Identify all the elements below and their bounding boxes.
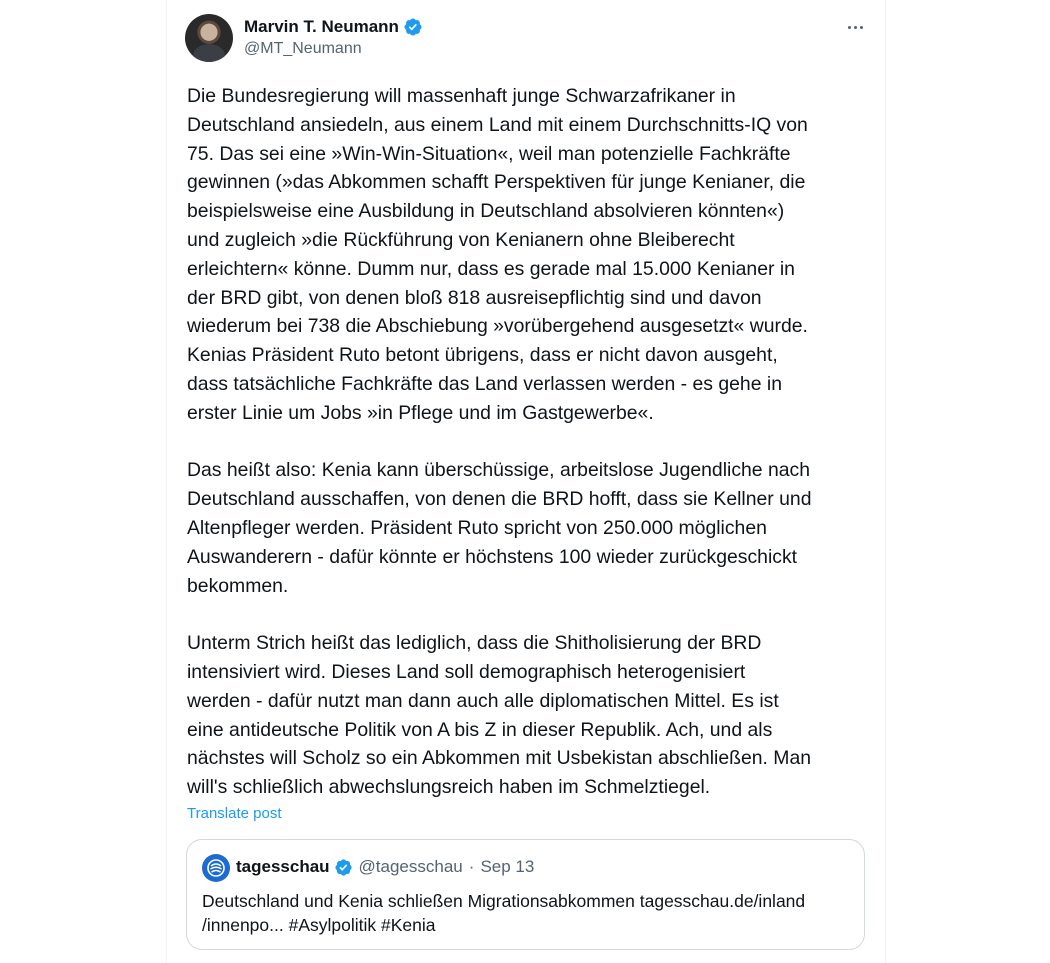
quoted-name[interactable]: tagesschau xyxy=(236,857,330,876)
more-options-icon[interactable] xyxy=(840,14,870,40)
quoted-avatar[interactable] xyxy=(202,854,230,882)
tweet-paragraph-3: Unterm Strich heißt das lediglich, dass die Shitholisierung der BRD intensiviert wird. Dieses Land soll demographisch heterogenisiert werden - dafür nutzt man dann auch alle diplomatischen Mittel. Es ist eine antideutsche Politik von A bis Z in dieser Republik. Ach, und als nächstes will Scholz so ein Abkommen mit Usbekistan abschließen. Man will's schließlich abwechslungsreich haben im Schmelztiegel. xyxy=(187,632,812,799)
tagesschau-logo-icon xyxy=(206,858,226,878)
author-name[interactable]: Marvin T. Neumann xyxy=(244,17,399,36)
translate-post-link[interactable]: Translate post xyxy=(187,805,282,822)
author-handle[interactable]: @MT_Neumann xyxy=(244,40,362,57)
quoted-post[interactable] xyxy=(186,839,865,950)
tweet-paragraph-1: Die Bundesregierung will massenhaft junge Schwarzafrikaner in Deutschland ansiedeln, aus einem Land mit einem Durchschnitts-IQ von 75. Das sei eine »Win-Win-Situation«, weil man potenzielle Fachkräfte gewinnen (»das Abkommen schafft Perspektiven für junge Kenianer, die beispielsweise eine Ausbildung in Deutschland absolvieren könnten«) und zugleich »die Rückführung von Kenianern ohne Bleiberecht erleichtern« könne. Dumm nur, dass es gerade mal 15.000 Kenianer in der BRD gibt, von denen bloß 818 ausreisepflichtig sind und davon wiederum bei 738 die Abschiebung »vorübergehend ausgesetzt« wurde. Kenias Präsident Ruto betont übrigens, dass er nicht davon ausgeht, dass tatsächliche Fachkräfte das Land verlassen werden - es gehe in erster Linie um Jobs »in Pflege und im Gastgewerbe«. xyxy=(187,85,808,424)
author-avatar[interactable] xyxy=(185,14,233,62)
quoted-handle[interactable]: @tagesschau xyxy=(358,857,463,876)
verified-badge-icon xyxy=(403,17,423,37)
tweet-paragraph-2: Das heißt also: Kenia kann überschüssige, arbeitslose Jugendliche nach Deutschland ausschaffen, von denen die BRD hofft, dass sie Kellner und Altenpfleger werden. Präsident Ruto spricht von 250.000 möglichen Auswanderern - dafür könnte er höchstens 100 wieder zurückgeschickt bekommen. xyxy=(187,459,812,597)
quoted-header xyxy=(236,857,534,877)
quoted-text xyxy=(202,889,852,937)
quoted-text-content: Deutschland und Kenia schließen Migrationsabkommen tagesschau.de/inland /innenpo... #Asylpolitik #Kenia xyxy=(202,891,806,935)
tweet-text xyxy=(187,82,877,802)
quoted-date[interactable]: Sep 13 xyxy=(480,857,535,876)
quoted-separator: · xyxy=(468,857,475,876)
author-block xyxy=(244,16,423,58)
verified-badge-icon xyxy=(334,858,353,877)
author-name-row xyxy=(244,16,423,38)
